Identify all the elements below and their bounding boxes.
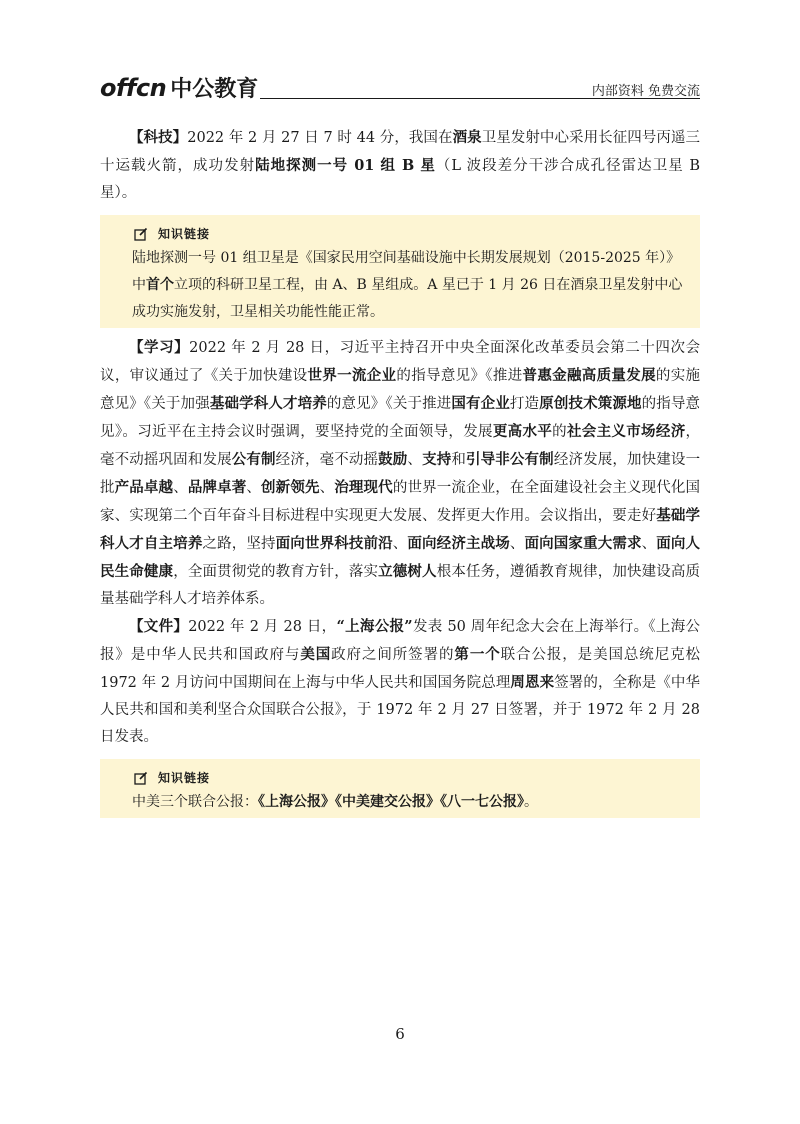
emphasis-text: 周恩来 [510, 674, 555, 691]
body-text: 中美三个联合公报： [132, 794, 258, 810]
emphasis-text: 面向经济主战场 [407, 535, 510, 552]
emphasis-text: 非公有制 [495, 451, 554, 468]
emphasis-text: 第一个 [454, 646, 501, 663]
emphasis-text: 治理现代 [334, 479, 393, 496]
emphasis-text: “上海公报” [336, 618, 413, 635]
body-text: 的 [552, 424, 567, 440]
box1-line [100, 245, 690, 272]
emphasis-text: 引导 [465, 451, 496, 468]
emphasis-text: 【学习】 [129, 339, 190, 356]
body-text: 经济，毫不动摇 [275, 452, 379, 468]
emphasis-text: 鼓励 [378, 451, 408, 468]
emphasis-text: 社会主义市场经济 [566, 423, 686, 440]
body-text: 陆地探测一号 01 组卫星是《国家民用空间基础设施中长期发展规划（2015-2025 年）》 [132, 250, 681, 266]
paragraph-tech [100, 124, 700, 207]
body-text: 2022 年 2 月 28 日， [188, 619, 337, 635]
body-text: 的意见》《关于推进 [326, 396, 452, 412]
emphasis-text: 基础学科人才自主培养 [100, 507, 701, 552]
emphasis-text: 国有企业 [451, 395, 510, 412]
body-text: 。 [524, 794, 538, 810]
body-text: 签署的，全称是《中华人民共和国和美利坚合众国联合公报》，于 1972 年 2 月 27 日签署，并于 1972 年 2 月 28 日发表。 [100, 675, 701, 745]
emphasis-text: 普惠金融高质量发展 [522, 367, 656, 384]
body-text: 之路，坚持 [202, 536, 276, 552]
page-number: 6 [395, 1025, 405, 1043]
body-text: 联合公报，是美国总统尼克松 1972 年 2 月访问中国期间在上海与中华人民共和国国务院总理 [100, 647, 701, 691]
page-header [100, 70, 700, 100]
box1-line [100, 272, 690, 299]
body-text: 立项的科研卫星工程，由 A、B 星组成。A 星已于 1 月 26 日在酒泉卫星发射中心 [174, 277, 683, 293]
emphasis-text: 面向人民生命健康 [100, 535, 701, 580]
emphasis-text: 酒泉 [452, 129, 482, 146]
logo-text-cn: 中公教育 [170, 77, 259, 102]
emphasis-text: 创新领先 [261, 479, 320, 496]
body-text: 经济发展，加快建设一批 [100, 452, 701, 496]
body-text: 2022 年 2 月 28 日，习近平主持召开中央全面深化改革委员会第二十四次会议，审议通过了《关于加快建设 [100, 340, 700, 384]
emphasis-text: 美国 [300, 646, 332, 663]
emphasis-text: 品牌卓著 [187, 479, 247, 496]
paragraph-document [100, 613, 700, 751]
body-text: ，全面贯彻党的教育方针，落实 [173, 564, 379, 580]
body-text: 政府之间所签署的 [331, 647, 455, 663]
body-text: 、 [392, 536, 408, 552]
emphasis-text: 【文件】 [129, 618, 189, 635]
emphasis-text: 面向国家重大需求 [524, 535, 642, 552]
knowledge-link-box-1 [100, 215, 700, 328]
body-text: 成功实施发射，卫星相关功能性能正常。 [132, 304, 384, 320]
body-text: 2022 年 2 月 27 日 7 时 44 分，我国在 [187, 130, 453, 146]
knowledge-link-title: 知识链接 [158, 770, 211, 785]
emphasis-text: 产品卓越 [114, 479, 174, 496]
emphasis-text: 面向世界科技前沿 [275, 535, 393, 552]
emphasis-text: 原创技术策源地 [539, 395, 642, 412]
body-text: 的实施意见》《关于加强 [100, 368, 701, 412]
emphasis-text: 立德树人 [378, 563, 437, 580]
body-text: 、 [319, 480, 335, 496]
offcn-logo [100, 72, 258, 103]
emphasis-text: 基础学科人才培养 [209, 395, 327, 412]
body-text: 的指导意见》《推进 [396, 368, 523, 384]
body-text: 、 [173, 480, 188, 496]
emphasis-text: 【科技】 [129, 129, 188, 146]
body-text: 打造 [509, 396, 540, 412]
emphasis-text: 陆地探测一号 01 组 B 星 [255, 157, 436, 174]
body-text: ，毫不动摇巩固和发展 [100, 424, 701, 468]
emphasis-text: 公有制 [231, 451, 276, 468]
emphasis-text: 世界一流企业 [307, 367, 397, 384]
knowledge-link-title: 知识链接 [158, 226, 211, 241]
knowledge-link-header [134, 221, 690, 245]
emphasis-text: 《上海公报》《中美建交公报》《八一七公报》 [258, 794, 524, 810]
document-body [100, 124, 700, 824]
body-text: 、 [641, 536, 657, 552]
box2-line [100, 789, 690, 816]
edit-note-icon [134, 226, 148, 240]
knowledge-link-box-2 [100, 759, 700, 818]
body-text: 发表 50 周年纪念大会在上海举行。《上海公报》是中华人民共和国政府与 [100, 619, 701, 663]
paragraph-study [100, 334, 700, 613]
body-text: 的指导意见》。习近平在主持会议时强调，要坚持党的全面领导，发展 [100, 396, 701, 440]
logo-text-en: offcn [100, 74, 167, 102]
body-text: 、 [407, 452, 423, 468]
body-text: （L 波段差分干涉合成孔径雷达卫星 B 星）。 [100, 158, 700, 201]
edit-note-icon [134, 770, 148, 784]
body-text: 卫星发射中心采用长征四号丙遥三十运载火箭，成功发射 [100, 130, 701, 174]
body-text: 根本任务，遵循教育规律，加快建设高质量基础学科人才培养体系。 [100, 564, 701, 607]
body-text: 、 [509, 536, 525, 552]
box1-line [100, 299, 690, 326]
emphasis-text: 支持 [422, 451, 452, 468]
body-text: 、 [246, 480, 262, 496]
body-text: 中 [132, 277, 146, 293]
body-text: 和 [451, 452, 466, 468]
emphasis-text: 更高水平 [492, 423, 553, 440]
header-tagline: 内部资料 免费交流 [591, 84, 700, 99]
body-text: 的世界一流企业，在全面建设社会主义现代化国家、实现第二个百年奋斗目标进程中实现更大发展、发挥更大作用。会议指出，要走好 [100, 480, 701, 524]
knowledge-link-header [134, 765, 690, 789]
emphasis-text: 首个 [146, 277, 174, 293]
